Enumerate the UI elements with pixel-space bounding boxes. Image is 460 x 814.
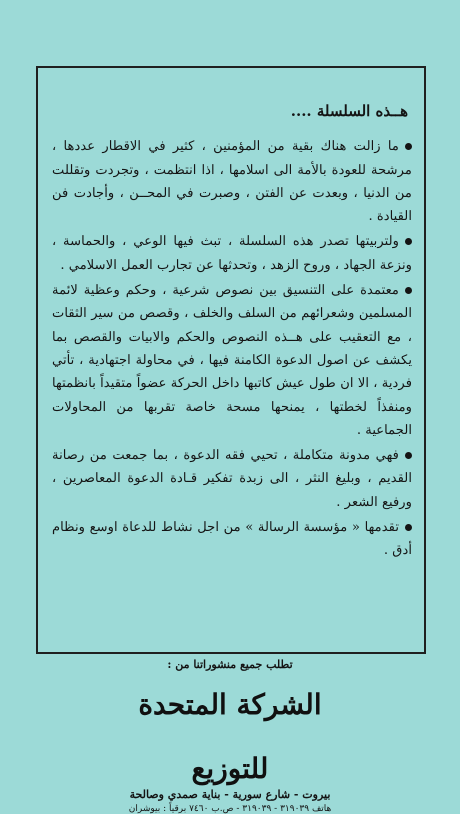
paragraph-text: تقدمها « مؤسسة الرسالة » من اجل نشاط للدعاة اوسع ونظام أدق . bbox=[52, 520, 412, 559]
paragraph-1 bbox=[52, 135, 412, 228]
paragraph-5 bbox=[52, 516, 412, 563]
bullet-icon bbox=[405, 524, 412, 531]
publisher-address: بيروت - شارع سورية - بناية صمدي وصالحة bbox=[129, 788, 331, 801]
paragraph-3 bbox=[52, 279, 412, 442]
publisher-phone: هاتف ٣١٩٠٣٩ - ٣١٩٠٣٩ - ص.ب ٧٤٦٠ برقياً : بيوشران bbox=[128, 804, 332, 814]
order-line: تطلب جميع منشوراتنا من : bbox=[167, 658, 293, 671]
text-frame bbox=[36, 66, 426, 654]
bullet-icon bbox=[405, 238, 412, 245]
series-description bbox=[52, 100, 412, 565]
paragraph-text: معتمدة على التنسيق بين نصوص شرعية ، وحكم وعظية لائمة المسلمين وشعرائهم من السلف والخلف ، وقصص من سير الثقات ، مع التعقيب على هــذه النصوص والحكم والابيات والقصص بما يكشف عن اصول الدعوة الكامنة فيها ، في محاولة اجتهادية ، تأتي فردية ، الا ان طول عيش كاتبها داخل الحركة عضواً متقيداً بانظمتها ومنفذاً لخطتها ، يمنحها مسحة خاصة تقربها من المحاولات الجماعية . bbox=[52, 283, 412, 438]
paragraph-text: فهي مدونة متكاملة ، تحيي فقه الدعوة ، بما جمعت من رصانة القديم ، وبليغ النثر ، الى زبدة تفكير قـادة الدعوة المعاصرين ، ورفيع الشعر . bbox=[52, 448, 412, 510]
publisher-footer bbox=[0, 658, 460, 814]
paragraph-text: ولتربيتها تصدر هذه السلسلة ، تبث فيها الوعي ، والحماسة ، ونزعة الجهاد ، وروح الزهد ، وتحدثها عن تجارب العمل الاسلامي . bbox=[52, 234, 412, 273]
logo-text: الشركة المتحدة للتوزيع bbox=[138, 688, 322, 785]
bullet-icon bbox=[405, 287, 412, 294]
bullet-icon bbox=[405, 452, 412, 459]
paragraph-text: ما زالت هناك بقية من المؤمنين ، كثير في الاقطار عددها ، مرشحة للعودة بالأمة الى اسلامها ، اذا انتظمت ، وتجردت وتقللت من الدنيا ، وبعدت عن الفتن ، وصبرت في المحــن ، وأجادت فن القيادة . bbox=[52, 139, 412, 225]
bullet-icon bbox=[405, 143, 412, 150]
series-heading: هــذه السلسلة .... bbox=[290, 102, 408, 120]
paragraph-4 bbox=[52, 444, 412, 514]
distributor-logo bbox=[105, 673, 355, 785]
paragraph-2 bbox=[52, 230, 412, 277]
